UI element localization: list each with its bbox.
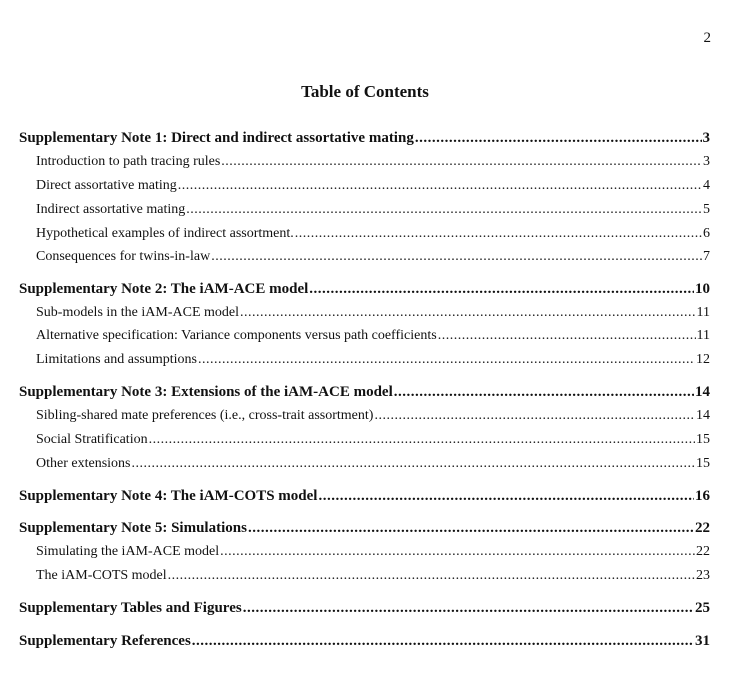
dot-leader — [192, 632, 694, 650]
toc-entry-label: Hypothetical examples of indirect assortment. — [36, 226, 294, 241]
toc-entry-other-extensions[interactable] — [36, 455, 710, 473]
toc-entry-page: 5 — [703, 202, 710, 217]
toc-entry-tables-figures[interactable] — [19, 599, 710, 617]
toc-entry-label: Simulating the iAM-ACE model — [36, 544, 220, 559]
dot-leader — [186, 201, 702, 219]
toc-entry-label: Supplementary Tables and Figures — [19, 600, 242, 616]
toc-entry-alternative-specification[interactable] — [36, 327, 710, 345]
toc-entry-label: Supplementary Note 1: Direct and indirect assortative mating — [19, 130, 414, 146]
dot-leader — [131, 455, 695, 473]
toc-entry-page: 11 — [696, 305, 710, 320]
toc-entry-references[interactable] — [19, 632, 710, 650]
dot-leader — [318, 487, 694, 505]
toc-entry-page: 31 — [695, 633, 710, 649]
toc-entry-label: Alternative specification: Variance components versus path coefficients — [36, 328, 437, 343]
toc-entry-direct-am[interactable] — [36, 177, 710, 195]
toc-entry-sub-models[interactable] — [36, 304, 710, 322]
dot-leader — [198, 351, 695, 369]
toc-entry-label: Sibling-shared mate preferences (i.e., cross-trait assortment) — [36, 408, 374, 423]
toc-entry-label: Supplementary Note 2: The iAM-ACE model — [19, 281, 309, 297]
toc-entry-page: 3 — [703, 154, 710, 169]
toc-entry-page: 14 — [696, 408, 710, 423]
toc-entry-label: Social Stratification — [36, 432, 148, 447]
toc-entry-page: 6 — [703, 226, 710, 241]
toc-entry-label: Supplementary Note 3: Extensions of the iAM-ACE model — [19, 384, 393, 400]
toc-entry-simulating-iam-ace[interactable] — [36, 543, 710, 561]
toc-entry-page: 12 — [696, 352, 710, 367]
toc-entry-path-tracing[interactable] — [36, 153, 710, 171]
toc-entry-indirect-am[interactable] — [36, 201, 710, 219]
toc-entry-page: 7 — [703, 249, 710, 264]
dot-leader — [309, 280, 694, 298]
toc-entry-label: Direct assortative mating — [36, 178, 177, 193]
dot-leader — [240, 304, 696, 322]
toc-entry-note-5[interactable] — [19, 519, 710, 537]
dot-leader — [168, 567, 695, 585]
toc-entry-page: 11 — [696, 328, 710, 343]
toc-entry-page: 3 — [702, 130, 710, 146]
toc-entry-limitations[interactable] — [36, 351, 710, 369]
toc-entry-label: Sub-models in the iAM-ACE model — [36, 305, 239, 320]
dot-leader — [394, 383, 694, 401]
dot-leader — [221, 153, 702, 171]
toc-entry-note-2[interactable] — [19, 280, 710, 298]
toc-entry-twins-in-law[interactable] — [36, 248, 710, 266]
toc-entry-iam-cots-sim[interactable] — [36, 567, 710, 585]
toc-entry-label: Introduction to path tracing rules — [36, 154, 221, 169]
toc-entry-label: Indirect assortative mating — [36, 202, 186, 217]
page-number: 2 — [703, 30, 711, 46]
toc-entry-page: 16 — [695, 488, 710, 504]
dot-leader — [243, 599, 694, 617]
toc-entry-page: 4 — [703, 178, 710, 193]
toc-entry-label: Supplementary Note 5: Simulations — [19, 520, 247, 536]
toc-entry-page: 15 — [696, 432, 710, 447]
toc-entry-page: 14 — [695, 384, 710, 400]
toc-entry-page: 22 — [696, 544, 710, 559]
toc-entry-page: 15 — [696, 456, 710, 471]
toc-entry-hypothetical-examples[interactable] — [36, 225, 710, 243]
dot-leader — [211, 248, 702, 266]
toc-entry-social-stratification[interactable] — [36, 431, 710, 449]
toc-entry-page: 23 — [696, 568, 710, 583]
toc-entry-page: 22 — [695, 520, 710, 536]
toc-entry-sibling-shared[interactable] — [36, 407, 710, 425]
toc-entry-note-4[interactable] — [19, 487, 710, 505]
dot-leader — [374, 407, 695, 425]
toc-entry-page: 25 — [695, 600, 710, 616]
dot-leader — [149, 431, 695, 449]
toc-entry-label: Supplementary References — [19, 633, 191, 649]
dot-leader — [415, 129, 702, 147]
toc-title: Table of Contents — [301, 82, 429, 101]
toc-entry-note-3[interactable] — [19, 383, 710, 401]
dot-leader — [438, 327, 696, 345]
toc-entry-label: Limitations and assumptions — [36, 352, 197, 367]
toc-entry-label: Supplementary Note 4: The iAM-COTS model — [19, 488, 318, 504]
dot-leader — [178, 177, 702, 195]
dot-leader — [295, 225, 702, 243]
toc-entry-note-1[interactable] — [19, 129, 710, 147]
toc-entry-page: 10 — [695, 281, 710, 297]
toc-entry-label: Consequences for twins-in-law — [36, 249, 211, 264]
dot-leader — [248, 519, 694, 537]
toc-entry-label: Other extensions — [36, 456, 131, 471]
toc-entry-label: The iAM-COTS model — [36, 568, 167, 583]
dot-leader — [220, 543, 695, 561]
